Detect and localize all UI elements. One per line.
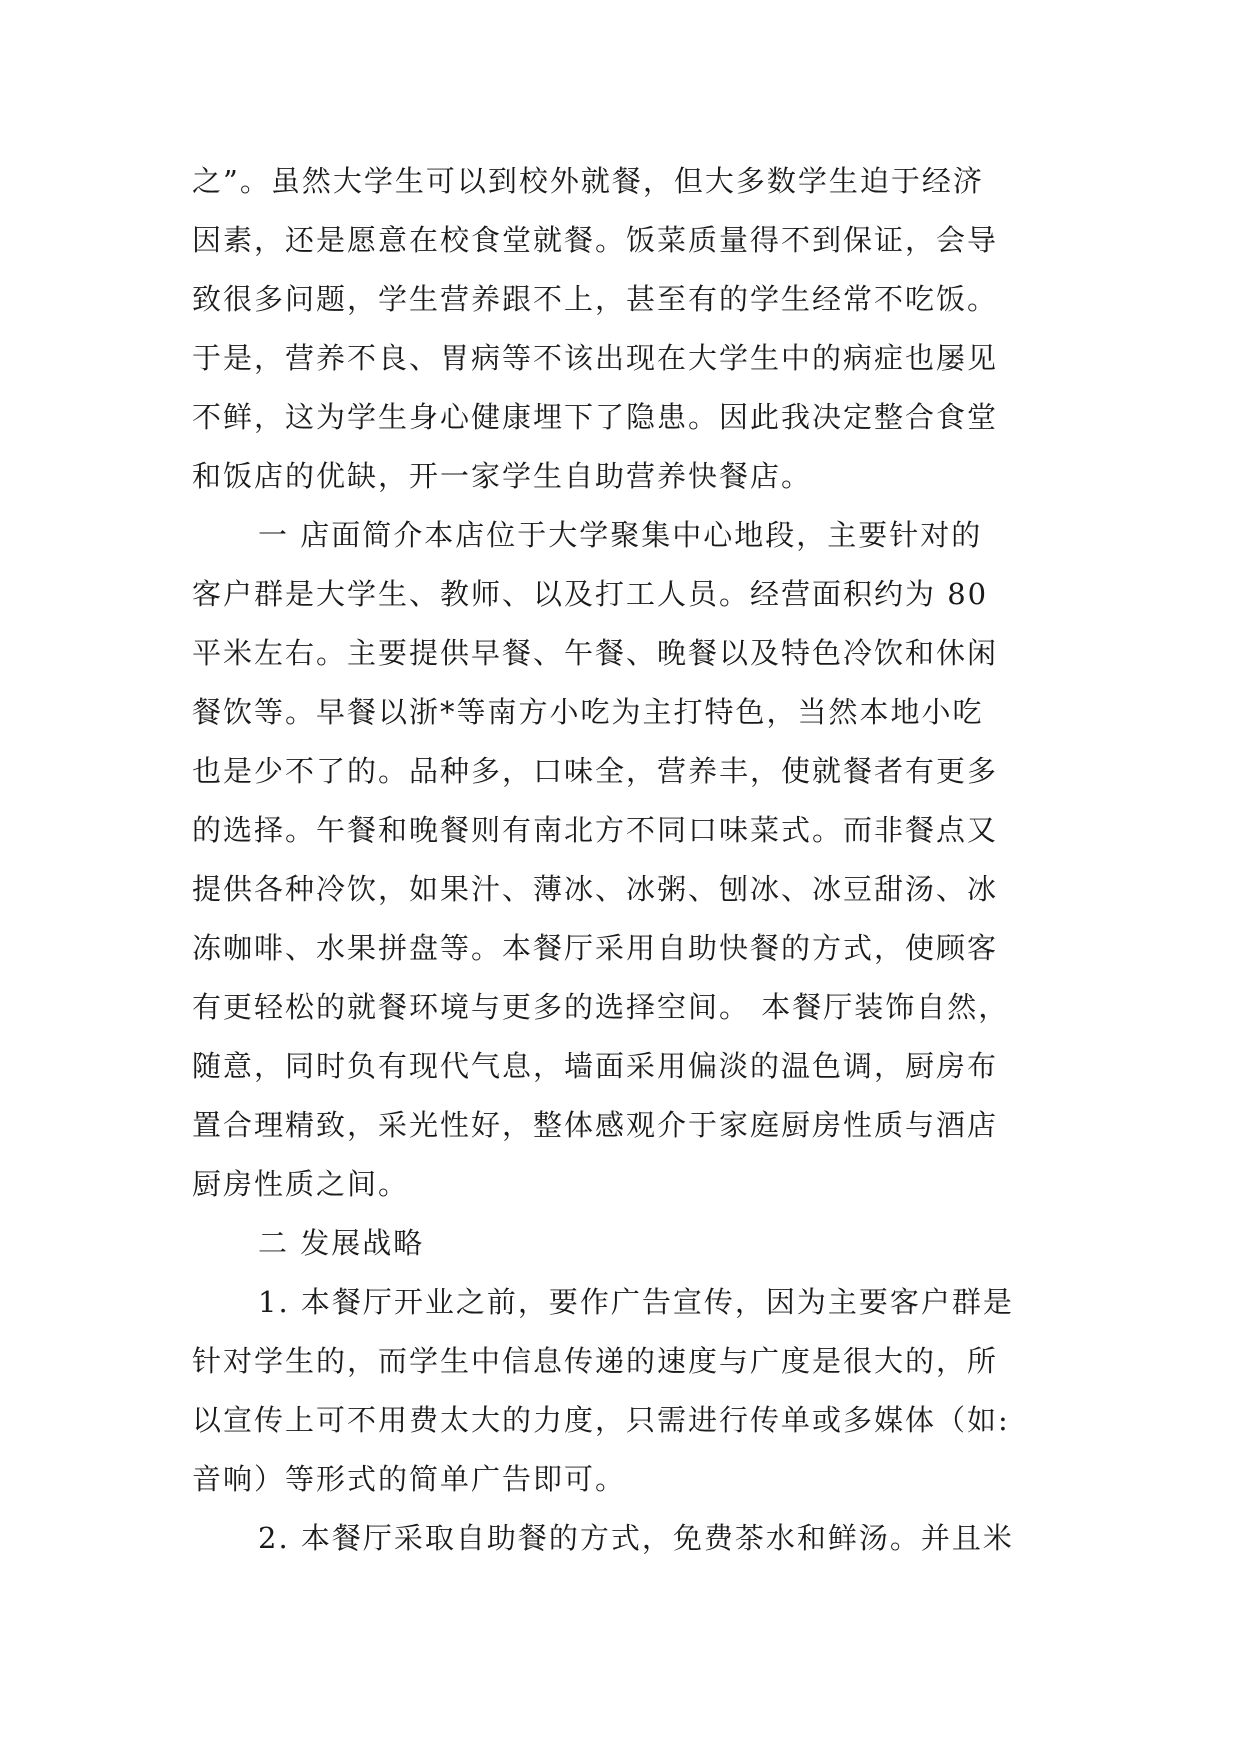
text-line: 厨房性质之间。 <box>192 1167 410 1201</box>
text-line: 有更轻松的就餐环境与更多的选择空间。 本餐厅装饰自然， <box>192 990 1010 1024</box>
text-line: 不鲜，这为学生身心健康埋下了隐患。因此我决定整合食堂 <box>192 400 999 434</box>
text-line: 冻咖啡、水果拼盘等。本餐厅采用自助快餐的方式，使顾客 <box>192 931 999 965</box>
text-line: 之”。虽然大学生可以到校外就餐，但大多数学生迫于经济 <box>192 164 984 198</box>
numbered-item-line: 1. 本餐厅开业之前，要作广告宣传，因为主要客户群是 <box>258 1285 1014 1319</box>
document-body <box>192 152 1072 1568</box>
text-line: 餐饮等。早餐以浙*等南方小吃为主打特色，当然本地小吃 <box>192 695 984 729</box>
text-line: 因素，还是愿意在校食堂就餐。饭菜质量得不到保证，会导 <box>192 223 999 257</box>
text-line: 的选择。午餐和晚餐则有南北方不同口味菜式。而非餐点又 <box>192 813 999 847</box>
text-line: 于是，营养不良、胃病等不该出现在大学生中的病症也屡见 <box>192 341 999 375</box>
section-heading-line: 一 店面简介本店位于大学聚集中心地段，主要针对的 <box>258 518 983 552</box>
text-line: 随意，同时负有现代气息，墙面采用偏淡的温色调，厨房布 <box>192 1049 999 1083</box>
section-heading: 二 发展战略 <box>258 1226 425 1260</box>
text-line: 提供各种冷饮，如果汁、薄冰、冰粥、刨冰、冰豆甜汤、冰 <box>192 872 999 906</box>
numbered-item-line: 2. 本餐厅采取自助餐的方式，免费茶水和鲜汤。并且米 <box>258 1521 1014 1555</box>
text-line: 客户群是大学生、教师、以及打工人员。经营面积约为 80 <box>192 577 989 611</box>
text-line: 致很多问题，学生营养跟不上，甚至有的学生经常不吃饭。 <box>192 282 999 316</box>
text-line: 和饭店的优缺，开一家学生自助营养快餐店。 <box>192 459 813 493</box>
text-line: 音响）等形式的简单广告即可。 <box>192 1462 627 1496</box>
text-line: 以宣传上可不用费太大的力度，只需进行传单或多媒体（如: <box>192 1403 1010 1437</box>
text-line: 平米左右。主要提供早餐、午餐、晚餐以及特色冷饮和休闲 <box>192 636 999 670</box>
text-line: 置合理精致，采光性好，整体感观介于家庭厨房性质与酒店 <box>192 1108 999 1142</box>
text-line: 针对学生的，而学生中信息传递的速度与广度是很大的，所 <box>192 1344 999 1378</box>
text-line: 也是少不了的。品种多，口味全，营养丰，使就餐者有更多 <box>192 754 999 788</box>
